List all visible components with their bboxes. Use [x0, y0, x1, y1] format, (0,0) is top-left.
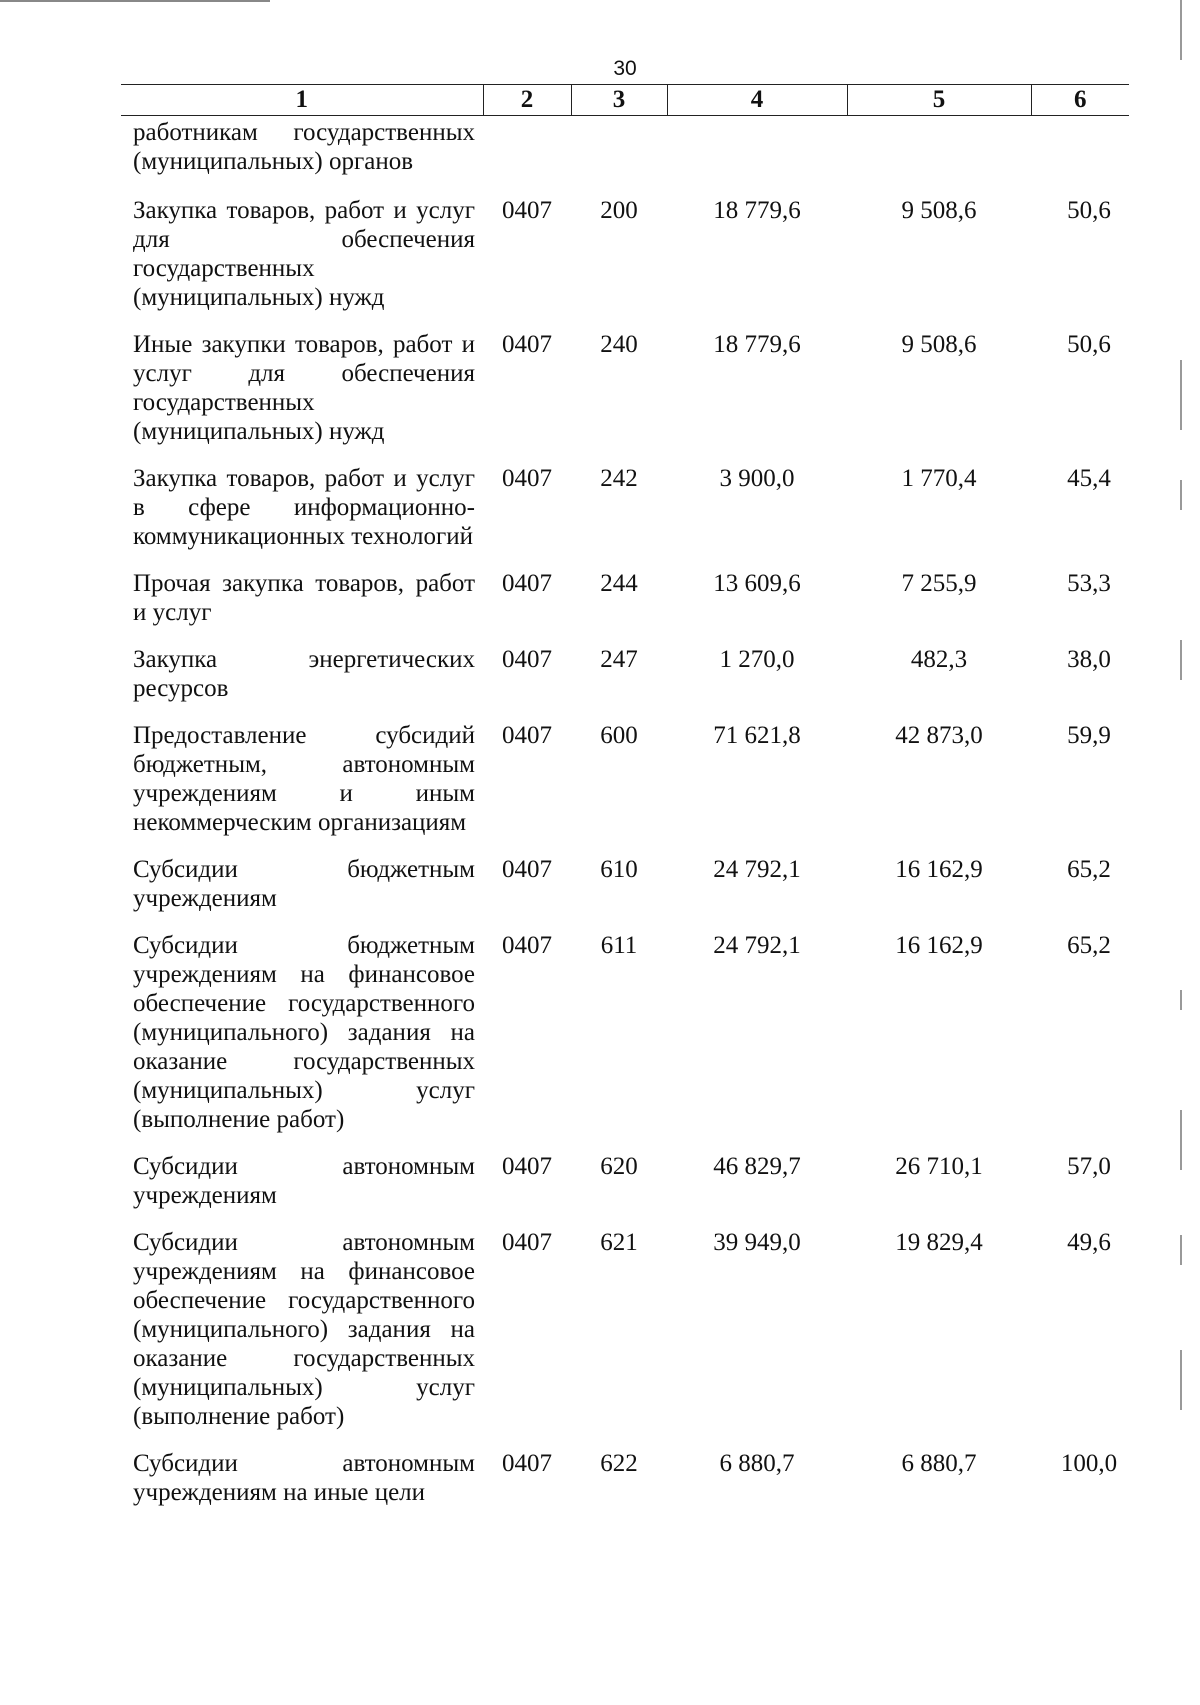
page-number: 30: [613, 57, 637, 80]
row-percent: 53,3: [1067, 570, 1111, 597]
row-percent: [1031, 116, 1129, 197]
table-row: [121, 645, 1129, 721]
table-body: [121, 116, 1129, 1526]
row-executed: 7 255,9: [901, 570, 977, 597]
column-header-4: 4: [667, 85, 847, 116]
row-expense-code: 244: [600, 570, 638, 597]
row-section-code: 0407: [502, 465, 552, 492]
row-name: Предоставление субсидий бюджетным, автономным учреждениям и иным некоммерческим организациям: [133, 722, 475, 836]
row-planned: 24 792,1: [713, 856, 801, 883]
row-executed: 19 829,4: [895, 1229, 983, 1256]
table-row: [121, 569, 1129, 645]
row-section-code: 0407: [502, 570, 552, 597]
column-header-2: 2: [483, 85, 571, 116]
row-planned: 3 900,0: [719, 465, 795, 492]
row-planned: [667, 116, 847, 197]
row-name: Иные закупки товаров, работ и услуг для обеспечения государственных (муниципальных) нужд: [133, 331, 475, 445]
row-name: Закупка товаров, работ и услуг в сфере информационно-коммуникационных технологий: [133, 465, 475, 550]
table-row: [121, 855, 1129, 931]
table-row: [121, 1228, 1129, 1449]
row-expense-code: 600: [600, 722, 638, 749]
table-row: [121, 116, 1129, 197]
row-expense-code: 242: [600, 465, 638, 492]
table-row: [121, 330, 1129, 464]
row-planned: 39 949,0: [713, 1229, 801, 1256]
scan-margin-mark: [1180, 1235, 1182, 1265]
row-percent: 50,6: [1067, 331, 1111, 358]
row-percent: 57,0: [1067, 1153, 1111, 1180]
row-section-code: 0407: [502, 646, 552, 673]
row-name: Субсидии автономным учреждениям: [133, 1153, 475, 1209]
table-row: [121, 196, 1129, 330]
table-row: [121, 1152, 1129, 1228]
row-percent: 65,2: [1067, 856, 1111, 883]
row-planned: 24 792,1: [713, 932, 801, 959]
row-planned: 6 880,7: [719, 1450, 795, 1477]
row-section-code: 0407: [502, 722, 552, 749]
row-executed: 482,3: [910, 646, 968, 673]
scan-margin-mark: [1180, 360, 1182, 430]
row-planned: 13 609,6: [713, 570, 801, 597]
row-name: Субсидии бюджетным учреждениям: [133, 856, 475, 912]
row-name: Субсидии автономным учреждениям на иные цели: [133, 1450, 475, 1506]
row-percent: 50,6: [1067, 197, 1111, 224]
row-executed: [847, 116, 1031, 197]
row-name: Закупка энергетических ресурсов: [133, 646, 475, 702]
row-expense-code: 622: [600, 1450, 638, 1477]
row-expense-code: 240: [600, 331, 638, 358]
table-row: [121, 931, 1129, 1152]
row-percent: 65,2: [1067, 932, 1111, 959]
row-name: Субсидии автономным учреждениям на финансовое обеспечение государственного (муниципального) задания на оказание государственных (муниципальных) услуг (выполнение работ): [133, 1229, 475, 1430]
scan-margin-mark: [1180, 990, 1182, 1010]
scan-margin-mark: [1180, 1350, 1182, 1410]
scan-margin-mark: [1180, 1110, 1182, 1170]
row-planned: 18 779,6: [713, 197, 801, 224]
row-section-code: [483, 116, 571, 197]
column-header-1: 1: [121, 85, 483, 116]
row-section-code: 0407: [502, 856, 552, 883]
row-executed: 16 162,9: [895, 856, 983, 883]
scan-margin-mark: [1180, 0, 1182, 60]
column-header-3: 3: [571, 85, 667, 116]
row-section-code: 0407: [502, 1450, 552, 1477]
row-expense-code: [571, 116, 667, 197]
row-executed: 6 880,7: [901, 1450, 977, 1477]
column-header-5: 5: [847, 85, 1031, 116]
header-row: [121, 85, 1129, 116]
row-name: работникам государственных (муниципальных) органов: [133, 119, 475, 175]
row-percent: 59,9: [1067, 722, 1111, 749]
budget-table: [121, 84, 1129, 1525]
table-row: [121, 464, 1129, 569]
row-executed: 42 873,0: [895, 722, 983, 749]
row-expense-code: 621: [600, 1229, 638, 1256]
row-planned: 18 779,6: [713, 331, 801, 358]
row-expense-code: 611: [600, 932, 638, 959]
row-percent: 49,6: [1067, 1229, 1111, 1256]
row-planned: 1 270,0: [719, 646, 795, 673]
row-section-code: 0407: [502, 197, 552, 224]
row-name: Субсидии бюджетным учреждениям на финансовое обеспечение государственного (муниципального) задания на оказание государственных (муниципальных) услуг (выполнение работ): [133, 932, 475, 1133]
row-expense-code: 610: [600, 856, 638, 883]
row-name: Прочая закупка товаров, работ и услуг: [133, 570, 475, 626]
scan-edge-line: [0, 0, 270, 2]
row-expense-code: 247: [600, 646, 638, 673]
row-executed: 9 508,6: [901, 331, 977, 358]
row-planned: 46 829,7: [713, 1153, 801, 1180]
scan-margin-mark: [1180, 640, 1182, 680]
row-expense-code: 200: [600, 197, 638, 224]
row-name: Закупка товаров, работ и услуг для обеспечения государственных (муниципальных) нужд: [133, 197, 475, 311]
row-section-code: 0407: [502, 331, 552, 358]
row-executed: 16 162,9: [895, 932, 983, 959]
table-header: [121, 85, 1129, 116]
row-executed: 26 710,1: [895, 1153, 983, 1180]
row-percent: 100,0: [1060, 1450, 1118, 1477]
row-percent: 38,0: [1067, 646, 1111, 673]
row-expense-code: 620: [600, 1153, 638, 1180]
column-header-6: 6: [1031, 85, 1129, 116]
scan-margin-mark: [1180, 480, 1182, 510]
row-section-code: 0407: [502, 1229, 552, 1256]
row-planned: 71 621,8: [713, 722, 801, 749]
row-section-code: 0407: [502, 932, 552, 959]
row-executed: 1 770,4: [901, 465, 977, 492]
row-percent: 45,4: [1067, 465, 1111, 492]
table-row: [121, 1449, 1129, 1525]
row-executed: 9 508,6: [901, 197, 977, 224]
table-row: [121, 721, 1129, 855]
row-section-code: 0407: [502, 1153, 552, 1180]
